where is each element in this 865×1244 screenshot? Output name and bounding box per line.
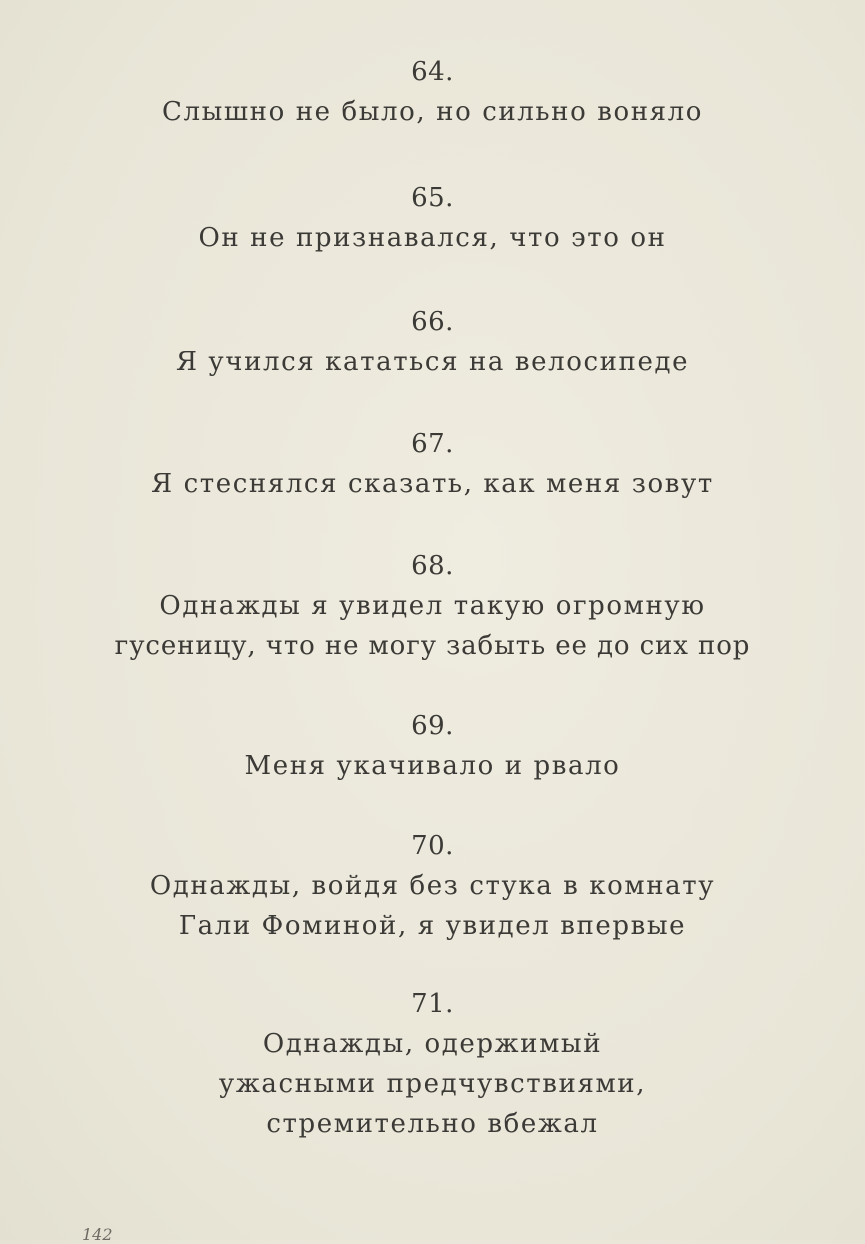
entry-text-line: стремительно вбежал (266, 1109, 599, 1139)
entry-71 (0, 984, 865, 1144)
entry-text-line: Меня укачивало и рвало (244, 751, 621, 781)
entry-number: 69. (411, 711, 454, 741)
page-number: 142 (82, 1225, 113, 1244)
entry-text-line: Гали Фоминой, я увидел впервые (178, 911, 687, 941)
entry-text-line: Я стеснялся сказать, как меня зовут (151, 469, 714, 499)
entry-text-line: Слышно не было, но сильно воняло (162, 97, 703, 127)
entry-number: 64. (411, 57, 454, 87)
entry-number: 68. (411, 551, 454, 581)
entry-68 (0, 546, 865, 666)
entry-65 (0, 178, 865, 258)
entry-67 (0, 424, 865, 504)
entry-text-line: гусеницу, что не могу забыть ее до сих пор (114, 631, 751, 661)
entry-text-line: Однажды, войдя без стука в комнату (149, 871, 716, 901)
entry-number: 66. (411, 307, 454, 337)
entry-66 (0, 302, 865, 382)
entry-text-line: Я учился кататься на велосипеде (175, 347, 690, 377)
entry-70 (0, 826, 865, 946)
entry-69 (0, 706, 865, 786)
entry-text-line: Однажды я увидел такую огромную (159, 591, 706, 621)
entry-text-line: Однажды, одержимый (262, 1029, 603, 1059)
entry-text-line: ужасными предчувствиями, (218, 1069, 647, 1099)
entry-number: 67. (411, 429, 454, 459)
entry-text-line: Он не признавался, что это он (198, 223, 667, 253)
entry-number: 70. (411, 831, 454, 861)
entry-64 (0, 52, 865, 132)
entry-number: 65. (411, 183, 454, 213)
entry-number: 71. (411, 989, 454, 1019)
